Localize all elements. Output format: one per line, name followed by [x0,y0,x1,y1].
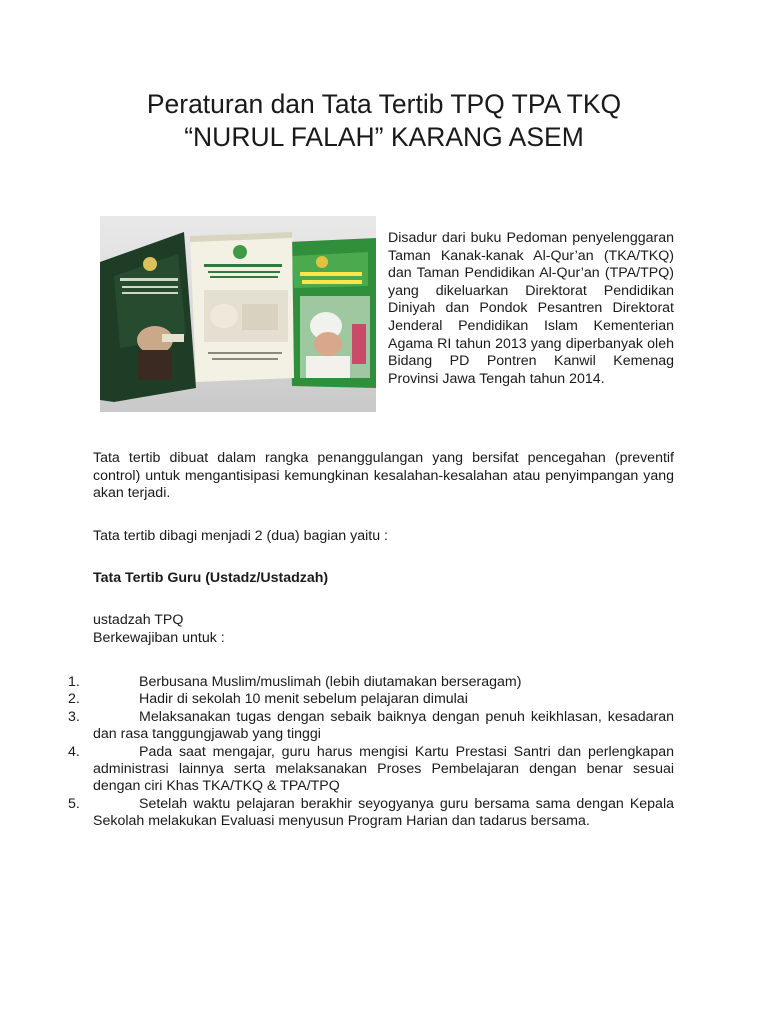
section-heading: Tata Tertib Guru (Ustadz/Ustadzah) [93,570,329,586]
list-item [68,795,674,831]
guidebooks-photo [100,216,376,412]
list-item [68,691,674,708]
list-text: Pada saat mengajar, guru harus mengisi Kartu Prestasi Santri dan perlengkapan administrasi lainnya serta melaksanakan Proses Pembelajaran dengan benar sesuai dengan ciri Khas TKA/TKQ & TPA/TPQ [93,743,674,795]
light-book [190,232,294,382]
list-number: 2. [68,691,80,708]
list-text: Berbusana Muslim/muslimah (lebih diutamakan berseragam) [139,674,522,690]
list-number: 3. [68,708,80,725]
list-item [68,708,674,744]
list-text: Melaksanakan tugas dengan sebaik baiknya dengan penuh keikhlasan, kesadaran dan rasa tanggungjawab yang tinggi [93,708,674,743]
list-item [68,674,674,691]
title-line-2: “NURUL FALAH” KARANG ASEM [184,122,584,152]
document-title [60,88,708,154]
title-line-1: Peraturan dan Tata Tertib TPQ TPA TKQ [146,89,622,119]
obligations-line-2: Berkewajiban untuk : [93,629,225,646]
list-item [68,743,674,796]
list-number: 1. [68,674,80,690]
green-book [288,238,376,388]
obligations-line-1: ustadzah TPQ [93,612,184,628]
list-number: 5. [68,795,80,812]
intro-paragraph: Disadur dari buku Pedoman penyelenggaran Taman Kanak-kanak Al-Qur’an (TKA/TKQ) dan Taman Pendidikan Al-Qur’an (TPA/TPQ) yang dikeluarkan Direktorat Pendidikan Diniyah dan Pondok Pesantren Direktorat Jenderal Pendidikan Islam Kementerian Agama RI tahun 2013 yang diperbanyak oleh Bidang PD Pontren Kanwil Kemenag Provinsi Jawa Tengah tahun 2014. [388,230,674,387]
paragraph-obligations [93,612,674,647]
dark-green-book [100,232,196,402]
list-text: Setelah waktu pelajaran berakhir seyogyanya guru bersama sama dengan Kepala Sekolah melakukan Evaluasi menyusun Program Harian dan tadarus bersama. [93,795,674,830]
paragraph-sections: Tata tertib dibagi menjadi 2 (dua) bagian yaitu : [93,528,388,544]
paragraph-purpose: Tata tertib dibuat dalam rangka penanggulangan yang bersifat pencegahan (preventif control) untuk mengantisipasi kemungkinan kesalahan-kesalahan atau penyimpangan yang akan terjadi. [93,450,674,502]
rules-list [68,674,674,831]
guidebooks-illustration [100,216,376,412]
list-number: 4. [68,743,80,760]
list-text: Hadir di sekolah 10 menit sebelum pelajaran dimulai [139,691,468,708]
